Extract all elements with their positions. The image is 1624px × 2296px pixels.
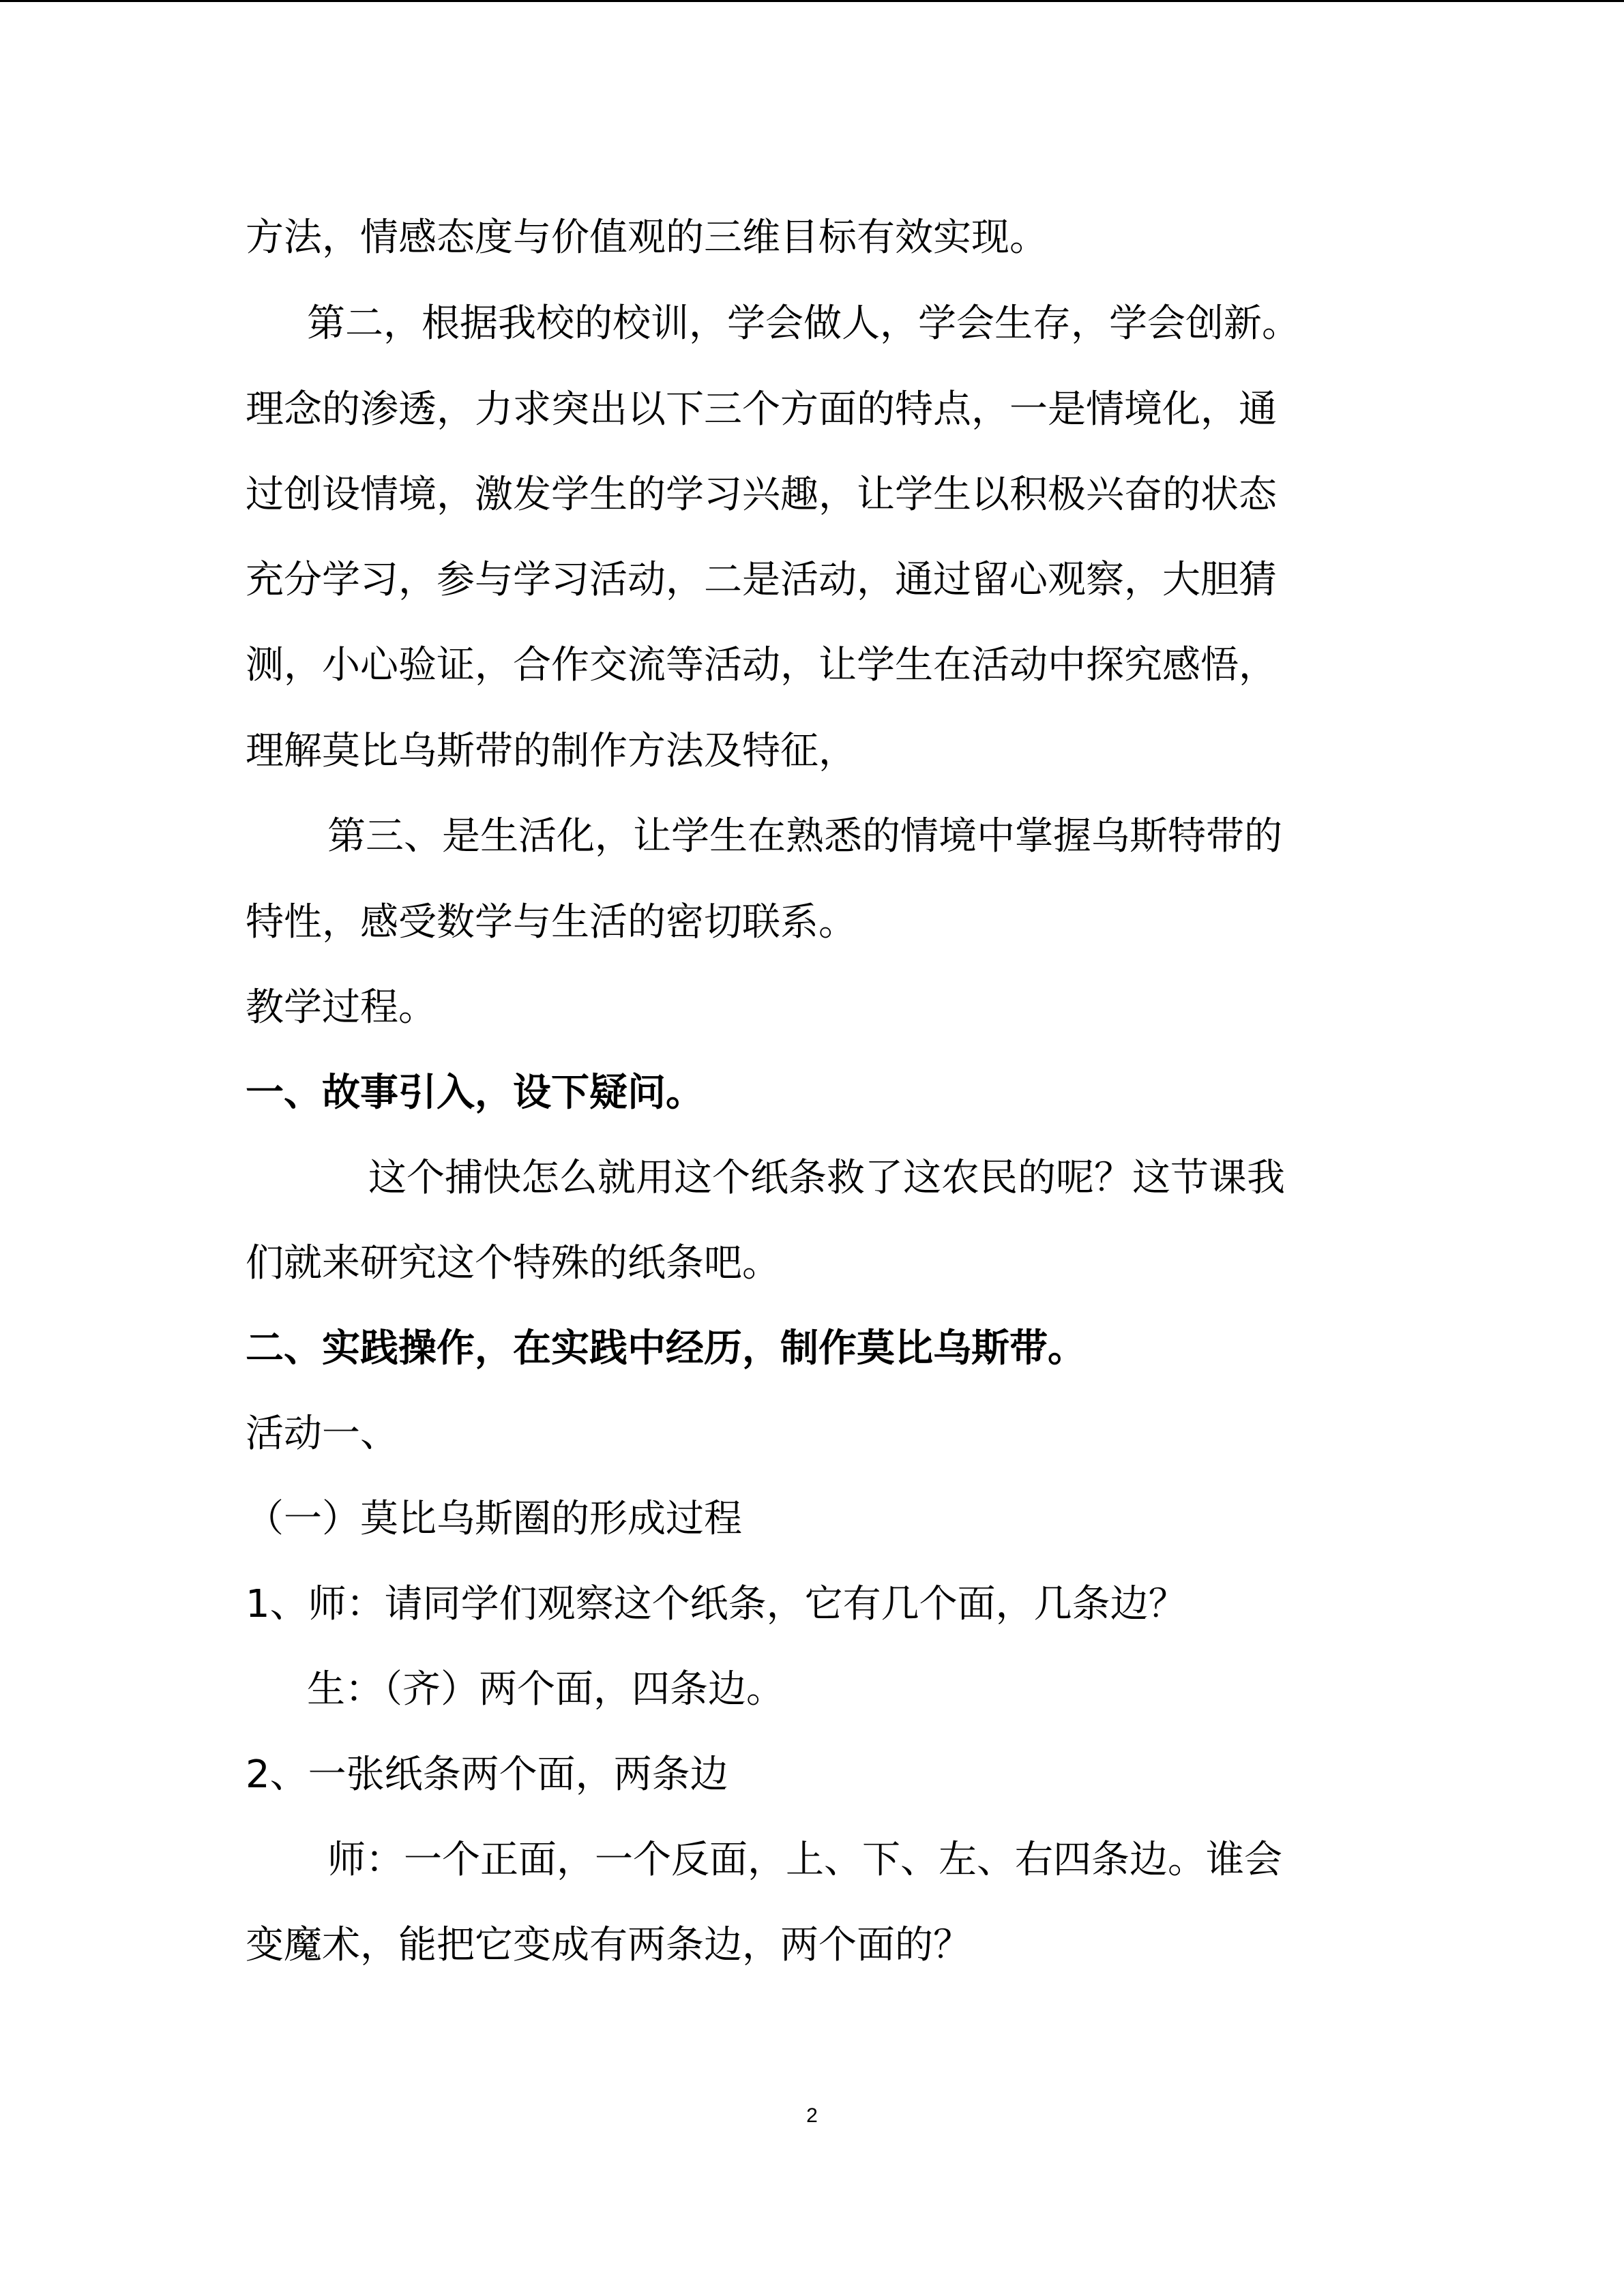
text-line: 教学过程。 (246, 985, 437, 1030)
text-line: 第三、是生活化，让学生在熟悉的情境中掌握乌斯特带的 (327, 814, 1282, 859)
text-line: 第二，根据我校的校训，学会做人，学会生存，学会创新。 (307, 301, 1300, 346)
text-line: 2、一张纸条两个面，两条边 (246, 1753, 728, 1797)
text-line: 活动一、 (246, 1412, 398, 1456)
text-line: 测，小心验证，合作交流等活动，让学生在活动中探究感悟， (246, 643, 1277, 687)
text-line: 理念的渗透，力求突出以下三个方面的特点，一是情境化，通 (246, 387, 1277, 432)
text-line: 理解莫比乌斯带的制作方法及特征， (246, 729, 857, 773)
text-line: 变魔术，能把它变成有两条边，两个面的？ (246, 1923, 971, 1967)
text-line: 过创设情境，激发学生的学习兴趣，让学生以积极兴奋的状态 (246, 473, 1277, 517)
text-line: 方法，情感态度与价值观的三维目标有效实现。 (246, 215, 1048, 260)
section-heading: 一、故事引入，设下疑问。 (246, 1071, 704, 1115)
text-line: 1、师：请同学们观察这个纸条，它有几个面，几条边？ (246, 1582, 1187, 1626)
page-number: 2 (806, 2104, 818, 2127)
text-line: 生：（齐）两个面，四条边。 (307, 1667, 784, 1712)
text-line: 充分学习，参与学习活动，二是活动，通过留心观察，大胆猜 (246, 558, 1277, 602)
text-line: （一）莫比乌斯圈的形成过程 (246, 1497, 742, 1541)
text-line: 这个捕快怎么就用这个纸条救了这农民的呢？这节课我 (368, 1156, 1285, 1200)
section-heading: 二、实践操作，在实践中经历，制作莫比乌斯带。 (246, 1326, 1086, 1371)
text-line: 师：一个正面，一个反面，上、下、左、右四条边。谁会 (327, 1838, 1282, 1882)
text-line: 特性，感受数学与生活的密切联系。 (246, 900, 857, 944)
text-line: 们就来研究这个特殊的纸条吧。 (246, 1241, 780, 1285)
